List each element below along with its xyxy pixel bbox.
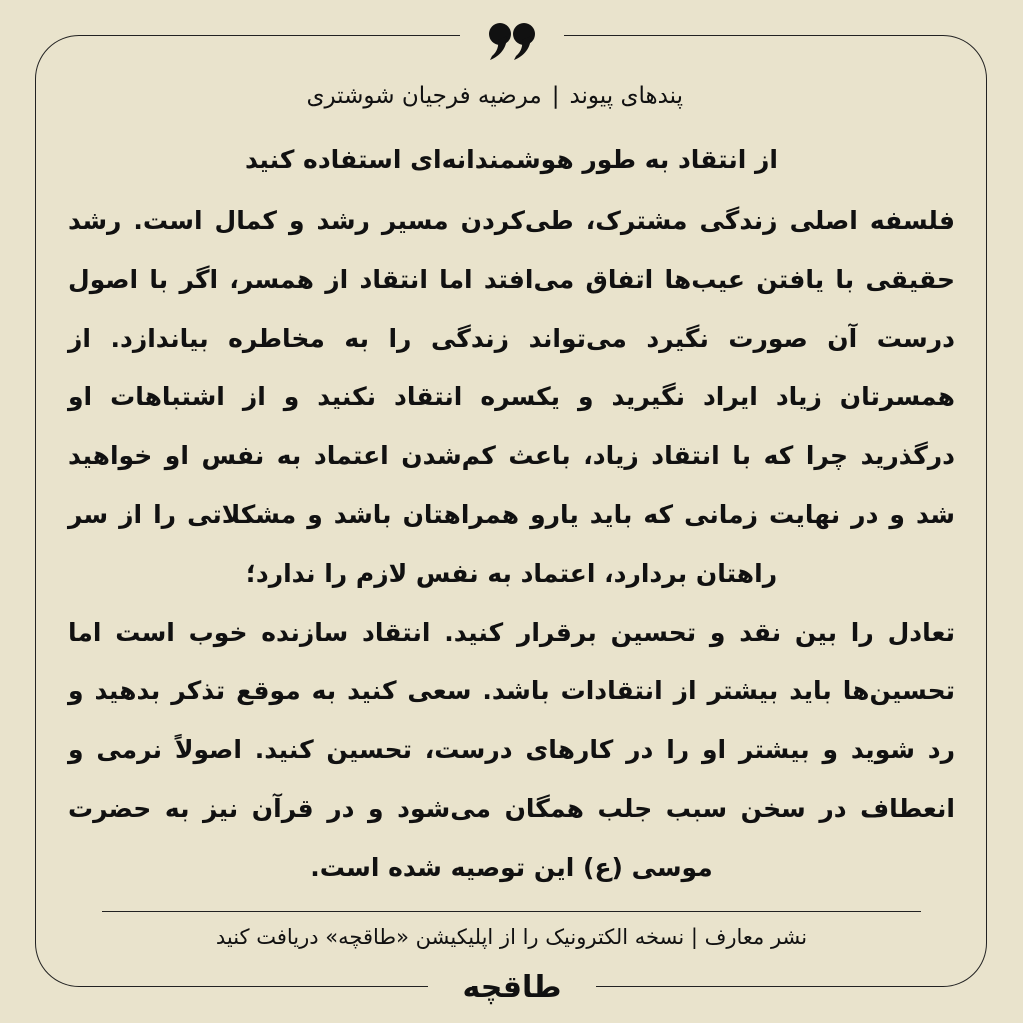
author-name: مرضیه فرجیان شوشتری xyxy=(306,83,542,109)
series-name: پندهای پیوند xyxy=(569,83,683,109)
header-separator: | xyxy=(551,83,560,109)
article-title: از انتقاد به طور هوشمندانه‌ای استفاده کنید xyxy=(244,145,779,174)
paragraph: تعادل را بین نقد و تحسین برقرار کنید. انتقاد سازنده خوب است اما تحسین‌ها باید بیشتر از انتقادات باشد. سعی کنید به موقع تذکر بدهید و رد شوید و بیشتر او را در کارهای درست، تحسین کنید. اصولاً نرمی و انعطاف در سخن سبب جلب همگان می‌شود و در قرآن نیز به حضرت موسی (ع) این توصیه شده است. xyxy=(68,617,955,882)
footer-note: نشر معارف | نسخه الکترونیک را از اپلیکیشن «طاقچه» دریافت کنید xyxy=(215,925,808,949)
quote-icon xyxy=(486,20,538,62)
article-body xyxy=(68,192,955,898)
taaghche-logo: طاقچه xyxy=(462,970,562,1005)
paragraph: فلسفه اصلی زندگی مشترک، طی‌کردن مسیر رشد و کمال است. رشد حقیقی با یافتن عیب‌ها اتفاق می‌افتد اما انتقاد از همسر، اگر با اصول درست آن صورت نگیرد می‌تواند زندگی را به مخاطره بیاندازد. از همسرتان زیاد ایراد نگیرید و یکسره انتقاد نکنید و از اشتباهات او درگذرید چرا که با انتقاد زیاد، باعث کم‌شدن اعتماد به نفس او خواهید شد و در نهایت زمانی که باید یارو همراهتان باشد و مشکلاتی را از سر راهتان بردارد، اعتماد به نفس لازم را ندارد؛ xyxy=(68,206,955,588)
header xyxy=(306,78,683,114)
footer-divider xyxy=(102,911,921,912)
